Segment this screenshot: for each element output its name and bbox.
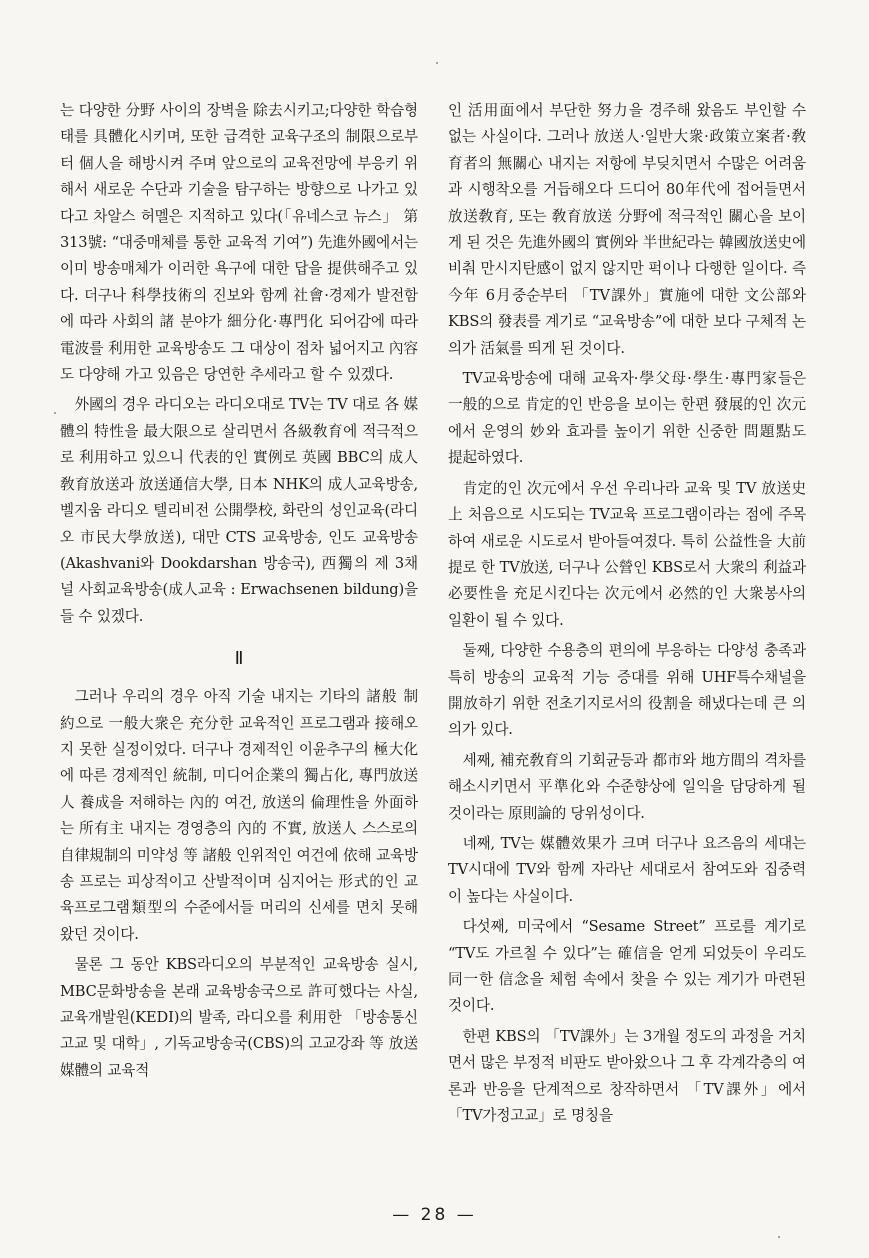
paragraph: 는 다양한 分野 사이의 장벽을 除去시키고;다양한 학습형태를 具體化시키며, 또한 급격한 교육구조의 制限으로부터 個人을 해방시켜 주며 앞으로의 교육전망에 부응키 위해서 새로운 수단과 기술을 탐구하는 방향으로 나가고 있다고 차알스 허멜은 지적하고 있다(「유네스코 뉴스」 第313號: “대중매체를 통한 교육적 기여”) 先進外國에서는 이미 방송매체가 이러한 욕구에 대한 답을 提供해주고 있다. 더구나 科學技術의 진보와 함께 社會·경제가 발전함에 따라 사회의 諸 분야가 細分化·專門化 되어감에 따라 電波를 利用한 교육방송도 그 대상이 점차 넓어지고 內容도 다양해 가고 있음은 당연한 추세라고 할 수 있겠다. xyxy=(60,102,418,384)
scan-speck xyxy=(54,412,56,414)
paragraph: 한편 KBS의 「TV課外」는 3개월 정도의 과정을 거치면서 많은 부정적 비판도 받아왔으나 그 후 각계각층의 여론과 반응을 단계적으로 창작하면서 「TV課外」에서 「TV가정고교」로 명칭을 xyxy=(448,1027,806,1125)
scan-speck xyxy=(778,1236,780,1238)
paragraph: 인 活用面에서 부단한 努力을 경주해 왔음도 부인할 수 없는 사실이다. 그러나 放送人·일반大衆·政策立案者·敎育者의 無關心 내지는 저항에 부딪치면서 수많은 어려움과 시행착오를 거듭해오다 드디어 80年代에 접어들면서 放送敎育, 또는 敎育放送 分野에 적극적인 關心을 보이게 된 것은 先進外國의 實例와 半世紀라는 韓國放送史에 비춰 만시지탄感이 없지 않지만 퍽이나 다행한 일이다. 즉 今年 6月중순부터 「TV課外」實施에 대한 文公部와 KBS의 發表를 계기로 “교육방송”에 대한 보다 구체적 논의가 活氣를 띄게 된 것이다. xyxy=(448,102,806,357)
paragraph: 물론 그 동안 KBS라디오의 부분적인 교육방송 실시, MBC문화방송을 본래 교육방송국으로 許可했다는 사실, 교육개발원(KEDI)의 발족, 라디오를 利用한 「방송통신고교 및 대학」, 기독교방송국(CBS)의 고교강좌 等 放送媒體의 교육적 xyxy=(60,956,418,1079)
scan-speck xyxy=(436,62,438,64)
paragraph: 그러나 우리의 경우 아직 기술 내지는 기타의 諸般 制約으로 一般大衆은 充分한 교육적인 프로그램과 接해오지 못한 실정이었다. 더구나 경제적인 이윤추구의 極大化에 따른 경제적인 統制, 미디어企業의 獨占化, 專門放送人 養成을 저해하는 內的 여건, 放送의 倫理性을 外面하는 所有主 내지는 경영층의 內的 不實, 放送人 스스로의 自律規制의 미약성 等 諸般 인위적인 여건에 依해 교육방송 프로는 피상적이고 산발적이며 심지어는 形式的인 교육프로그램類型의 수준에서들 머리의 신세를 면치 못해 왔던 것이다. xyxy=(60,688,418,943)
right-column xyxy=(448,98,806,1133)
paragraph: 둘째, 다양한 수용층의 편의에 부응하는 다양성 충족과 특히 방송의 교육적 기능 증대를 위해 UHF특수채널을 開放하기 위한 전초기지로서의 役割을 해냈다는데 큰 의의가 있다. xyxy=(448,642,806,739)
paragraph: TV교육방송에 대해 교육자·學父母·學生·專門家들은 一般的으로 肯定的인 반응을 보이는 한편 發展的인 次元에서 운영의 妙와 효과를 높이기 위한 신중한 問題點도 提起하였다. xyxy=(448,370,806,467)
paragraph: 外國의 경우 라디오는 라디오대로 TV는 TV 대로 各 媒體의 特性을 最大限으로 살리면서 各級敎育에 적극적으로 利用하고 있으니 代表的인 實例로 英國 BBC의 成人敎育放送과 放送通信大學, 日本 NHK의 成人교육방송, 벨지움 라디오 텔리비전 公開學校, 화란의 성인교육(라디오 市民大學放送), 대만 CTS 교육방송, 인도 교육방송(Akashvani와 Dookdarshan 방송국), 西獨의 제 3채널 사회교육방송(成人교육 : Erwachsenen bildung)을 들 수 있겠다. xyxy=(60,396,418,625)
left-column xyxy=(60,98,418,1088)
paragraph: 세째, 補充敎育의 기회균등과 都市와 地方間의 격차를 해소시키면서 平準化와 수준향상에 일익을 담당하게 될 것이라는 原則論的 당위성이다. xyxy=(448,751,806,822)
page-number: — 28 — xyxy=(392,1205,477,1225)
paragraph: 다섯째, 미국에서 “Sesame Street” 프로를 계기로 “TV도 가르칠 수 있다”는 確信을 얻게 되었듯이 우리도 同一한 信念을 체험 속에서 찾을 수 있는 계기가 마련된 것이다. xyxy=(448,918,806,1015)
section-heading: Ⅱ xyxy=(234,648,244,669)
paragraph: 네째, TV는 媒體效果가 크며 더구나 요즈음의 세대는 TV시대에 TV와 함께 자라난 세대로서 참여도와 집중력이 높다는 사실이다. xyxy=(448,834,806,905)
paragraph: 肯定的인 次元에서 우선 우리나라 교육 및 TV 放送史上 처음으로 시도되는 TV교육 프로그램이라는 점에 주목하여 새로운 시도로서 받아들여졌다. 특히 公益性을 大前提로 한 TV放送, 더구나 公營인 KBS로서 大衆의 利益과 必要性을 充足시킨다는 次元에서 必然的인 大衆봉사의 일환이 될 수 있다. xyxy=(448,479,806,629)
